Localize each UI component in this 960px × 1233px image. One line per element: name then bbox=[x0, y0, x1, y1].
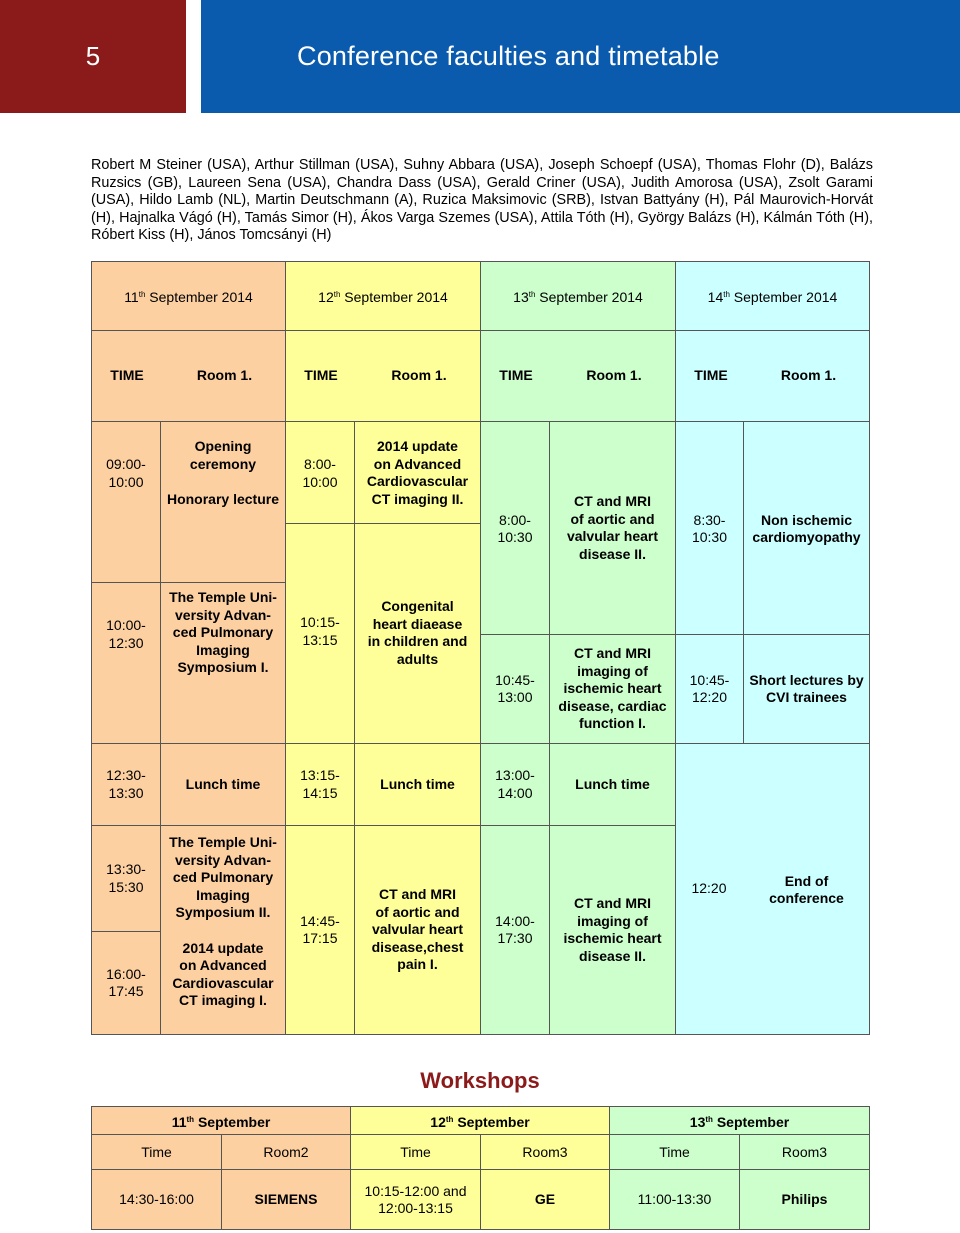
ws-day-1 bbox=[91, 1106, 351, 1135]
d2-session-1: 2014 update on Advanced Cardiovascular CT imaging II. bbox=[354, 421, 481, 524]
time-header: TIME bbox=[304, 367, 338, 384]
d3-session-3: Lunch time bbox=[549, 743, 676, 826]
ws-col-header: Time bbox=[609, 1134, 740, 1170]
ws-col-header: Time bbox=[350, 1134, 481, 1170]
ws-value: Philips bbox=[739, 1169, 870, 1230]
d1-time-3: 12:30- 13:30 bbox=[91, 743, 161, 826]
day-header-4 bbox=[675, 261, 870, 331]
d1-time-1: 09:00- 10:00 bbox=[91, 421, 161, 583]
d2-time-2: 10:15- 13:15 bbox=[285, 523, 355, 744]
col-header-row-1 bbox=[91, 330, 286, 422]
d3-time-3: 13:00- 14:00 bbox=[480, 743, 550, 826]
d1-session-4-5 bbox=[160, 825, 286, 1035]
d1-session-1: Opening ceremony Honorary lecture bbox=[160, 421, 286, 583]
day-header-3 bbox=[480, 261, 676, 331]
d2-session-2: Congenital heart diaease in children and adults bbox=[354, 523, 481, 744]
d1-session-5: 2014 update on Advanced Cardiovascular CT imaging I. bbox=[172, 939, 274, 1008]
d3-session-1: CT and MRI of aortic and valvular heart disease II. bbox=[549, 421, 676, 635]
d4-session-1: Non ischemic cardiomyopathy bbox=[743, 421, 870, 635]
d2-time-1: 8:00- 10:00 bbox=[285, 421, 355, 524]
day-header-1 bbox=[91, 261, 286, 331]
d4-session-2: Short lectures by CVI trainees bbox=[743, 634, 870, 744]
d3-time-2: 10:45- 13:00 bbox=[480, 634, 550, 744]
col-header-row-4 bbox=[675, 330, 870, 422]
room-header: Room 1. bbox=[391, 367, 447, 384]
room-header: Room 1. bbox=[780, 367, 837, 384]
ws-day-3 bbox=[609, 1106, 870, 1135]
day-label: 12th September 2014 bbox=[318, 288, 448, 305]
day-label: 13th September 2014 bbox=[513, 288, 643, 305]
page-title: Conference faculties and timetable bbox=[201, 0, 960, 113]
d4-time-1: 8:30- 10:30 bbox=[675, 421, 744, 635]
workshops-title: Workshops bbox=[420, 1068, 540, 1093]
col-header-row-3 bbox=[480, 330, 676, 422]
room-header: Room 1. bbox=[196, 367, 253, 384]
d1-time-5: 16:00- 17:45 bbox=[91, 931, 161, 1035]
ws-day-label: 13th September bbox=[689, 1113, 790, 1130]
ws-day-2 bbox=[350, 1106, 610, 1135]
ws-value: SIEMENS bbox=[221, 1169, 351, 1230]
d4-time-2: 10:45- 12:20 bbox=[675, 634, 744, 744]
ws-col-header: Time bbox=[91, 1134, 222, 1170]
time-header: TIME bbox=[499, 367, 533, 384]
ws-day-label: 11th September bbox=[171, 1113, 271, 1130]
d1-session-3: Lunch time bbox=[160, 743, 286, 826]
d1-session-4: The Temple Uni- versity Advan- ced Pulmonary Imaging Symposium II. bbox=[169, 834, 277, 920]
d1-time-4: 13:30- 15:30 bbox=[91, 825, 161, 932]
ws-col-header: Room2 bbox=[221, 1134, 351, 1170]
d4-time-3: 12:20 bbox=[691, 880, 727, 897]
room-header: Room 1. bbox=[586, 367, 642, 384]
faculty-list: Robert M Steiner (USA), Arthur Stillman (USA), Suhny Abbara (USA), Joseph Schoepf (USA), Thomas Flohr (D), Balázs Ruzsics (GB), Laureen Sena (USA), Chandra Dass (USA), Gerald Criner (USA), Judith Amorosa (USA), Zsolt Garami (USA), Hildo Lamb (NL), Martin Deutschmann (A), Ruzica Maksimovic (SRB), Istvan Battyány (H), Pál Maurovich-Horvát (H), Hajnalka Vágó (H), Tamás Simor (H), Ákos Varga Szemes (USA), Attila Tóth (H), György Balázs (H), Kálmán Tóth (H), Róbert Kiss (H), János Tomcsányi (H) bbox=[91, 157, 873, 244]
d3-session-2: CT and MRI imaging of ischemic heart disease, cardiac function I. bbox=[549, 634, 676, 744]
day-label: 14th September 2014 bbox=[707, 288, 838, 305]
day-label: 11th September 2014 bbox=[124, 288, 253, 305]
d2-session-3: Lunch time bbox=[354, 743, 481, 826]
d3-time-1: 8:00- 10:30 bbox=[480, 421, 550, 635]
d2-session-4: CT and MRI of aortic and valvular heart disease,chest pain I. bbox=[354, 825, 481, 1035]
ws-value: 10:15-12:00 and 12:00-13:15 bbox=[350, 1169, 481, 1230]
col-header-row-2 bbox=[285, 330, 481, 422]
time-header: TIME bbox=[110, 367, 144, 384]
d1-session-2: The Temple Uni- versity Advan- ced Pulmonary Imaging Symposium I. bbox=[160, 582, 286, 744]
d4-session-3: End of conference bbox=[769, 872, 844, 906]
d3-time-4: 14:00- 17:30 bbox=[480, 825, 550, 1035]
ws-value: 14:30-16:00 bbox=[91, 1169, 222, 1230]
ws-col-header: Room3 bbox=[739, 1134, 870, 1170]
page-number: 5 bbox=[0, 0, 186, 113]
ws-value: 11:00-13:30 bbox=[609, 1169, 740, 1230]
ws-col-header: Room3 bbox=[480, 1134, 610, 1170]
d2-time-3: 13:15- 14:15 bbox=[285, 743, 355, 826]
d1-time-2: 10:00- 12:30 bbox=[91, 582, 161, 744]
d3-session-4: CT and MRI imaging of ischemic heart disease II. bbox=[549, 825, 676, 1035]
ws-value: GE bbox=[480, 1169, 610, 1230]
day-header-2 bbox=[285, 261, 481, 331]
time-header: TIME bbox=[694, 367, 728, 384]
ws-day-label: 12th September bbox=[430, 1113, 530, 1130]
d2-time-4: 14:45- 17:15 bbox=[285, 825, 355, 1035]
